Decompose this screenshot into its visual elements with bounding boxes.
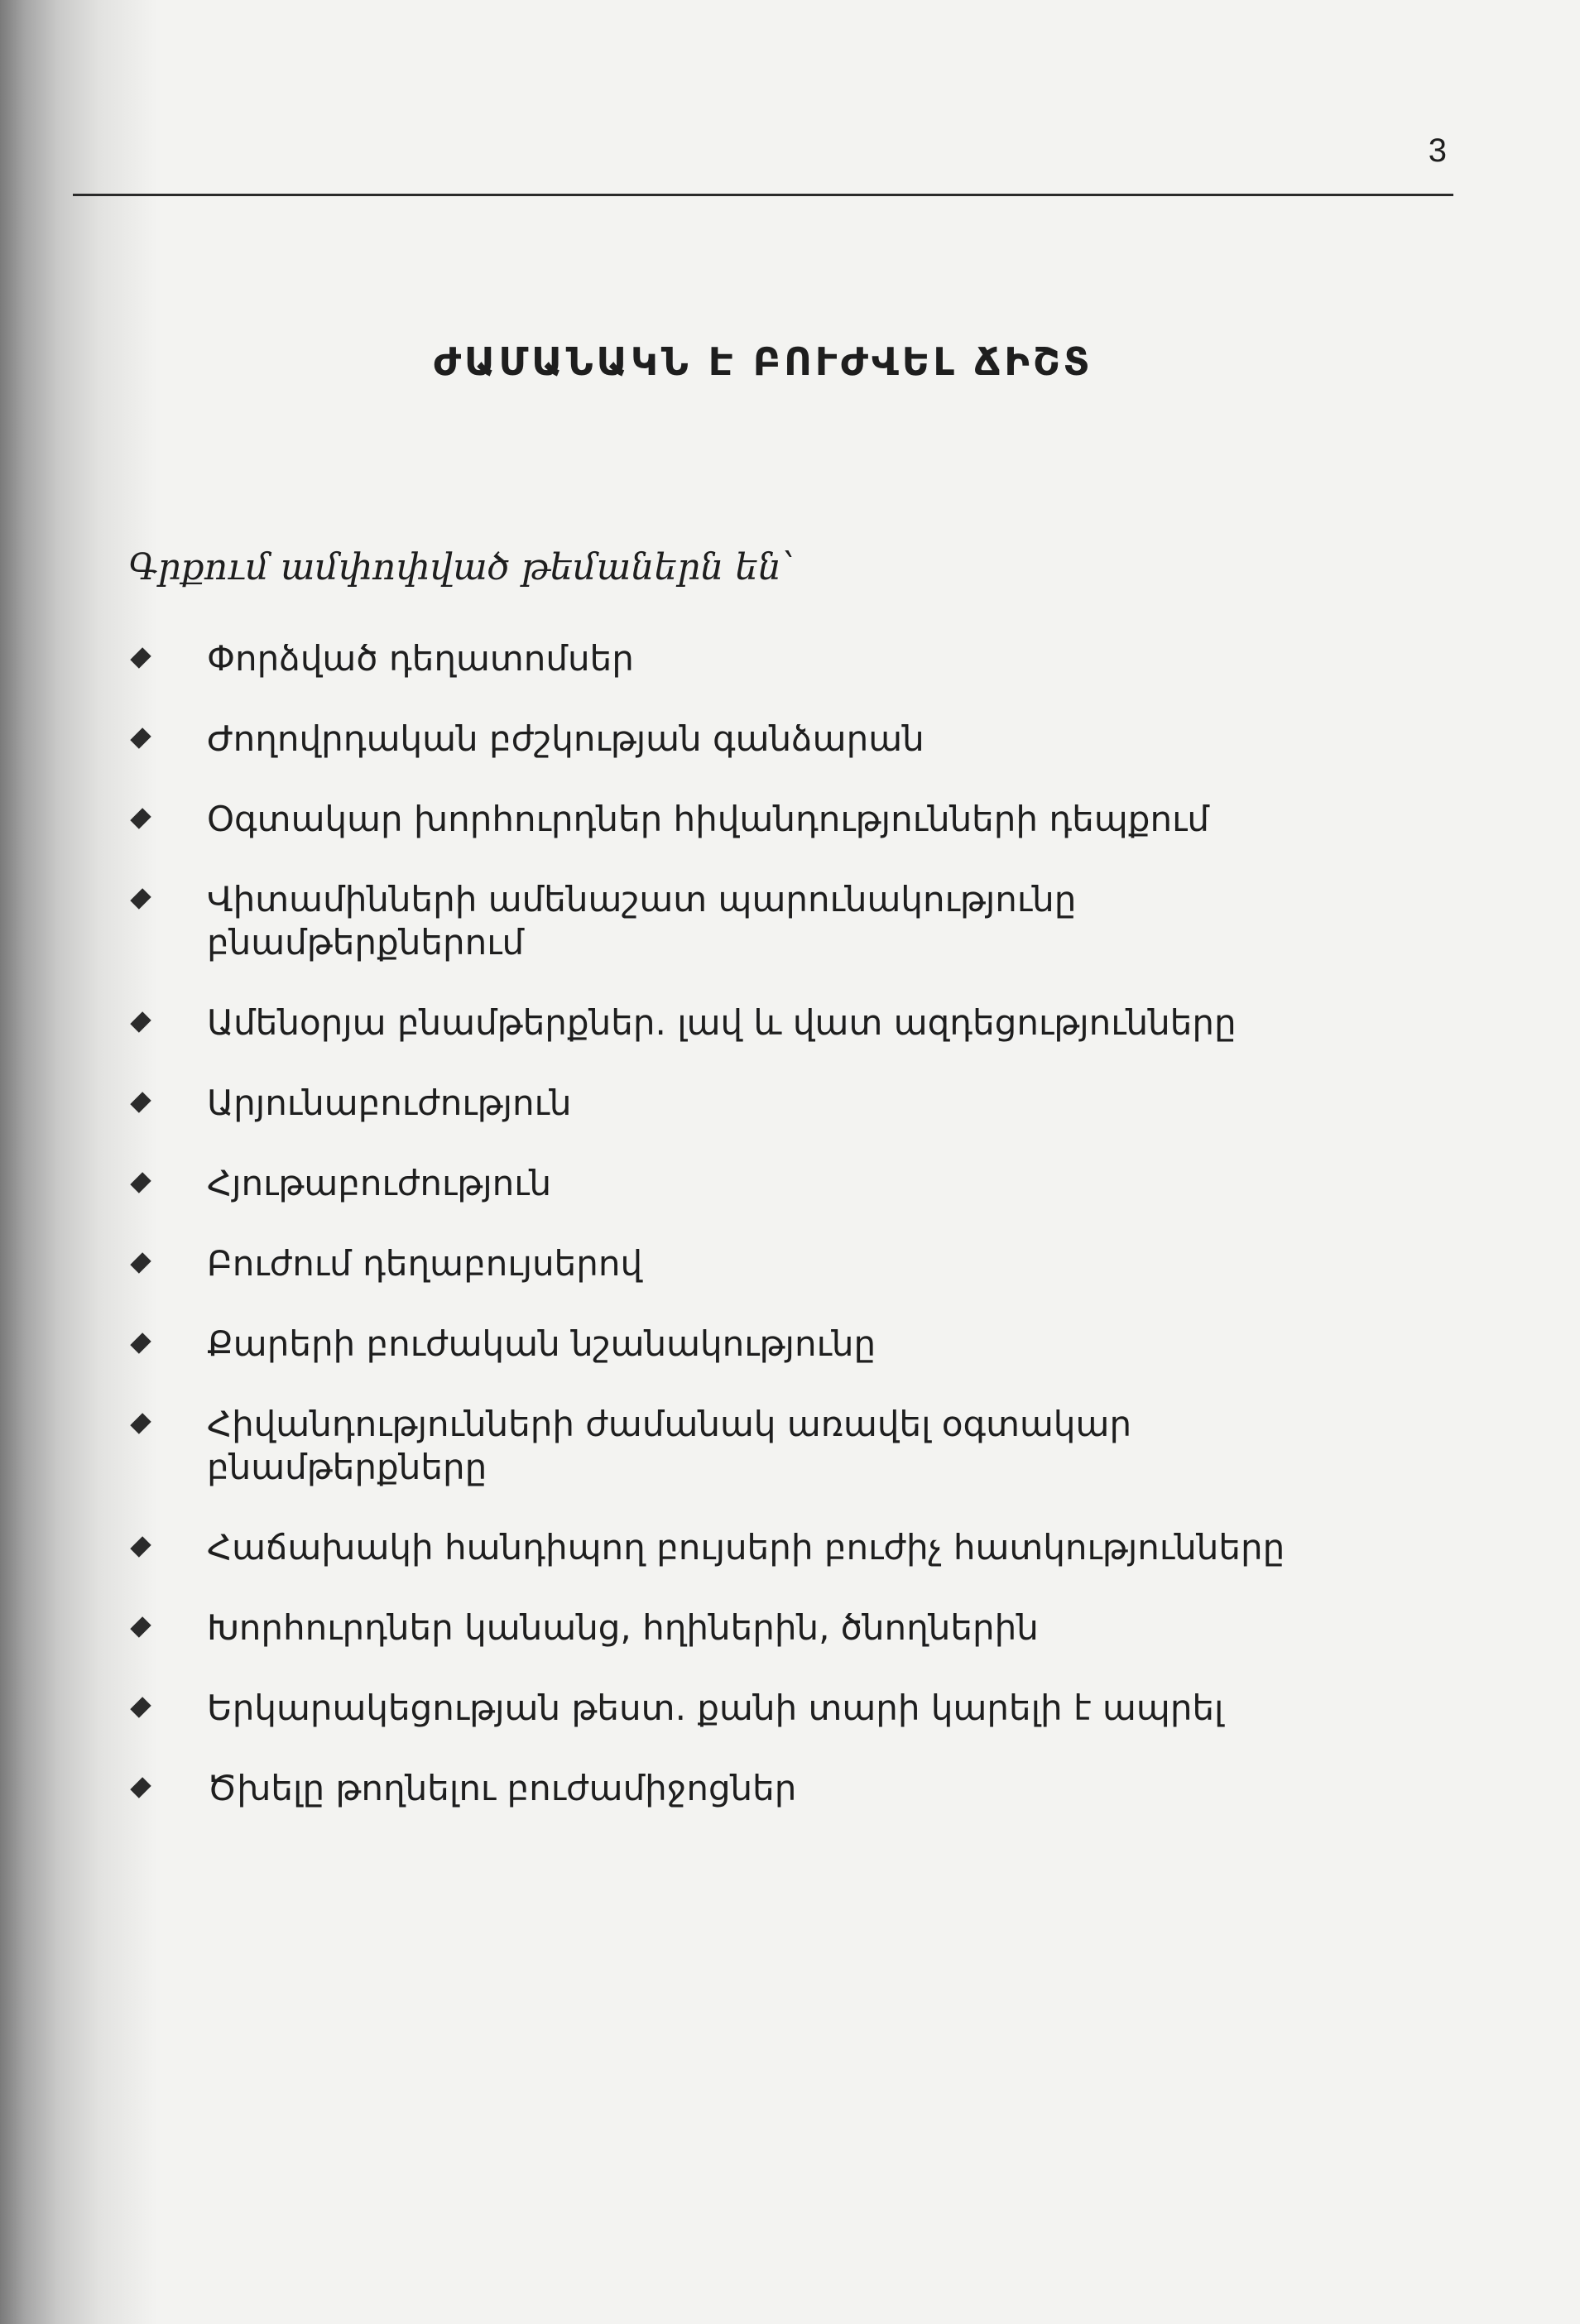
diamond-bullet-icon bbox=[130, 1777, 151, 1798]
list-item bbox=[124, 718, 1448, 761]
list-item-text: Ժողովրդական բժշկության գանձարան bbox=[207, 718, 924, 759]
list-item-text: Քարերի բուժական նշանակությունը bbox=[207, 1323, 876, 1364]
page-number: 3 bbox=[1428, 132, 1447, 169]
diamond-bullet-icon bbox=[130, 1011, 151, 1032]
list-item bbox=[124, 1767, 1448, 1810]
list-item bbox=[124, 637, 1448, 680]
diamond-bullet-icon bbox=[130, 808, 151, 828]
list-item-text: Հաճախակի հանդիպող բույսերի բուժիչ հատկությունները bbox=[207, 1527, 1285, 1568]
list-item-text: Խորհուրդներ կանանց, հղիներին, ծնողներին bbox=[207, 1607, 1039, 1648]
diamond-bullet-icon bbox=[130, 1092, 151, 1112]
list-item-text: Ամենօրյա բնամթերքներ. լավ և վատ ազդեցությունները bbox=[207, 1002, 1237, 1043]
list-item bbox=[124, 1082, 1448, 1125]
list-item-text: Օգտակար խորհուրդներ հիվանդությունների դեպքում bbox=[207, 799, 1209, 839]
topic-list bbox=[124, 637, 1448, 1847]
diamond-bullet-icon bbox=[130, 888, 151, 909]
list-item bbox=[124, 1323, 1448, 1366]
list-item-text: Հիվանդությունների ժամանակ առավել օգտակար բնամթերքները bbox=[207, 1404, 1132, 1487]
diamond-bullet-icon bbox=[130, 727, 151, 748]
list-item bbox=[124, 1001, 1448, 1044]
list-item-text: Ծխելը թողնելու բուժամիջոցներ bbox=[207, 1768, 797, 1808]
header-rule bbox=[73, 194, 1453, 196]
list-item-text: Երկարակեցության թեստ. քանի տարի կարելի է ապրել bbox=[207, 1688, 1224, 1728]
list-item bbox=[124, 1606, 1448, 1649]
diamond-bullet-icon bbox=[130, 1697, 151, 1717]
list-item-text: Հյութաբուժություն bbox=[207, 1163, 552, 1203]
list-item-text: Փորձված դեղատոմսեր bbox=[207, 638, 634, 679]
list-item bbox=[124, 1526, 1448, 1569]
diamond-bullet-icon bbox=[130, 1616, 151, 1637]
list-item bbox=[124, 878, 1448, 964]
list-item-text: Արյունաբուժություն bbox=[207, 1083, 572, 1123]
diamond-bullet-icon bbox=[130, 1413, 151, 1433]
list-item bbox=[124, 1242, 1448, 1285]
list-item bbox=[124, 1162, 1448, 1205]
list-item bbox=[124, 1403, 1448, 1489]
list-item bbox=[124, 798, 1448, 841]
intro-text: Գրքում ամփոփված թեմաներն են՝ bbox=[128, 546, 795, 588]
list-item-text: Բուժում դեղաբույսերով bbox=[207, 1243, 643, 1284]
diamond-bullet-icon bbox=[130, 647, 151, 668]
diamond-bullet-icon bbox=[130, 1172, 151, 1193]
chapter-title: ԺԱՄԱՆԱԿՆ Է ԲՈՒԺՎԵԼ ՃԻՇՏ bbox=[433, 339, 1093, 384]
list-item bbox=[124, 1687, 1448, 1730]
diamond-bullet-icon bbox=[130, 1252, 151, 1273]
diamond-bullet-icon bbox=[130, 1332, 151, 1353]
diamond-bullet-icon bbox=[130, 1536, 151, 1557]
list-item-text: Վիտամինների ամենաշատ պարունակությունը բնամթերքներում bbox=[207, 879, 1077, 963]
